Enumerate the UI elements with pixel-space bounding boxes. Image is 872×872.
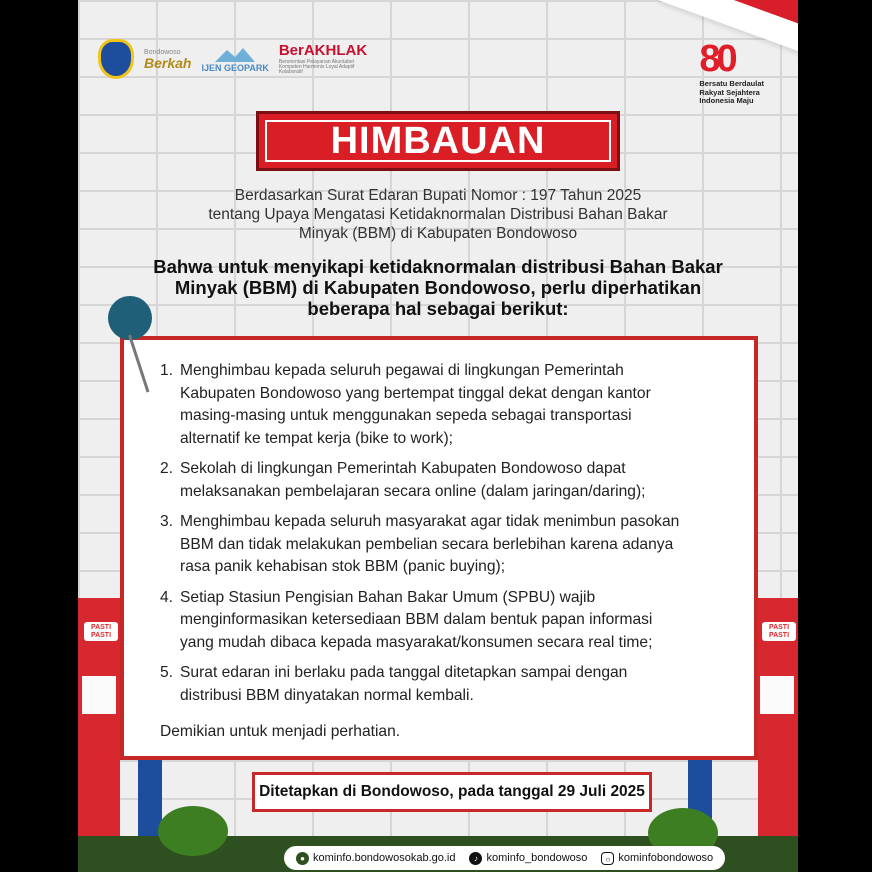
pasti-pas-sign-right: PASTI PASTI <box>762 622 796 641</box>
list-item <box>160 587 720 655</box>
closing-text: Demikian untuk menjadi perhatian. <box>160 723 401 740</box>
pump-panel-right <box>760 676 794 714</box>
item-line: Surat edaran ini berlaku pada tanggal ditetapkan sampai dengan <box>180 664 628 681</box>
item-number: 3. <box>160 513 174 530</box>
lead-line: Bahwa untuk menyikapi ketidaknormalan distribusi Bahan Bakar <box>153 256 723 277</box>
pasti-pas-sign-left: PASTI PASTI <box>84 622 118 641</box>
pushpin-icon <box>108 296 152 340</box>
item-number: 5. <box>160 664 174 681</box>
regency-seal-logo <box>98 39 134 79</box>
instagram-icon: ○ <box>601 852 614 865</box>
notice-card <box>120 336 758 760</box>
instagram-link[interactable] <box>601 852 713 865</box>
website-link[interactable] <box>296 852 455 865</box>
berakhlak-subtext: Berorientasi Pelayanan Akuntabel Kompeten Harmonis Loyal Adaptif Kolaboratif <box>278 59 355 75</box>
mountain-icon <box>215 46 255 62</box>
poster <box>78 0 798 872</box>
date-stamp: Ditetapkan di Bondowoso, pada tanggal 29 Juli 2025 <box>252 772 652 812</box>
item-number: 4. <box>160 588 174 606</box>
list-item <box>160 511 720 579</box>
title-banner <box>256 111 620 171</box>
pump-panel-left <box>82 676 116 714</box>
tiktok-link[interactable] <box>469 852 587 865</box>
ijen-geopark-logo <box>201 46 268 73</box>
berakhlak-text: BerAKHLAK <box>278 42 368 59</box>
item-line: alternatif ke tempat kerja (bike to work); <box>180 429 453 447</box>
ijen-geopark-text: IJEN GEOPARK <box>201 62 269 73</box>
item-line: BBM dan tidak melakukan pembelian secara berlebihan karena adanya <box>180 535 674 553</box>
item-line: Menghimbau kepada seluruh pegawai di lingkungan Pemerintah <box>180 362 624 379</box>
item-line: melaksanakan pembelajaran secara online (dalam jaringan/daring); <box>180 482 646 500</box>
tiktok-icon: ♪ <box>469 852 482 865</box>
lead-line: Minyak (BBM) di Kabupaten Bondowoso, perlu diperhatikan <box>174 277 702 298</box>
lead-statement <box>128 256 748 319</box>
website-text: kominfo.bondowosokab.go.id <box>313 852 456 864</box>
item-line: Menghimbau kepada seluruh masyarakat agar tidak menimbun pasokan <box>180 513 680 530</box>
anniversary-80-logo <box>699 40 764 106</box>
item-line: Kabupaten Bondowoso yang bertempat tinggal dekat dengan kantor <box>180 384 651 402</box>
subtitle-line: Minyak (BBM) di Kabupaten Bondowoso <box>298 225 578 242</box>
berkah-logo-text: Berkah <box>144 54 192 71</box>
lead-line: beberapa hal sebagai berikut: <box>307 298 569 319</box>
globe-icon: ● <box>296 852 309 865</box>
item-line: distribusi BBM dinyatakan normal kembali. <box>180 686 474 704</box>
anniversary-number: 80 <box>699 38 734 80</box>
tagline-line: Rakyat Sejahtera <box>699 87 760 97</box>
item-number: 1. <box>160 362 174 379</box>
list-item <box>160 662 720 707</box>
social-links <box>284 846 725 870</box>
berkah-logo-small: Bondowoso <box>144 48 181 56</box>
tagline-line: Indonesia Maju <box>699 96 754 106</box>
item-number: 2. <box>160 460 174 477</box>
bush-left <box>158 806 228 856</box>
notice-list <box>160 360 720 715</box>
list-item <box>160 458 720 503</box>
header-logos <box>98 36 369 82</box>
subtitle-line: tentang Upaya Mengatasi Ketidaknormalan Distribusi Bahan Bakar <box>208 206 668 223</box>
item-line: yang mudah dibaca kepada masyarakat/konsumen secara real time; <box>180 633 653 651</box>
item-line: Setiap Stasiun Pengisian Bahan Bakar Umum (SPBU) wajib <box>180 588 596 606</box>
instagram-text: kominfobondowoso <box>618 852 714 864</box>
item-line: menginformasikan ketersediaan BBM dalam bentuk papan informasi <box>180 611 653 628</box>
item-line: Sekolah di lingkungan Pemerintah Kabupaten Bondowoso dapat <box>180 460 626 477</box>
berkah-logo <box>144 49 191 70</box>
list-item <box>160 360 720 450</box>
page-title: HIMBAUAN <box>265 120 611 162</box>
item-line: rasa panik kehabisan stok BBM (panic buying); <box>180 558 506 575</box>
subtitle <box>168 186 708 243</box>
anniversary-tagline <box>699 80 764 106</box>
subtitle-line: Berdasarkan Surat Edaran Bupati Nomor : 197 Tahun 2025 <box>234 187 642 204</box>
tiktok-text: kominfo_bondowoso <box>486 852 588 864</box>
item-line: masing-masing untuk menggunakan sepeda sebagai transportasi <box>180 407 632 424</box>
tagline-line: Bersatu Berdaulat <box>699 79 764 88</box>
berakhlak-logo <box>279 43 369 75</box>
